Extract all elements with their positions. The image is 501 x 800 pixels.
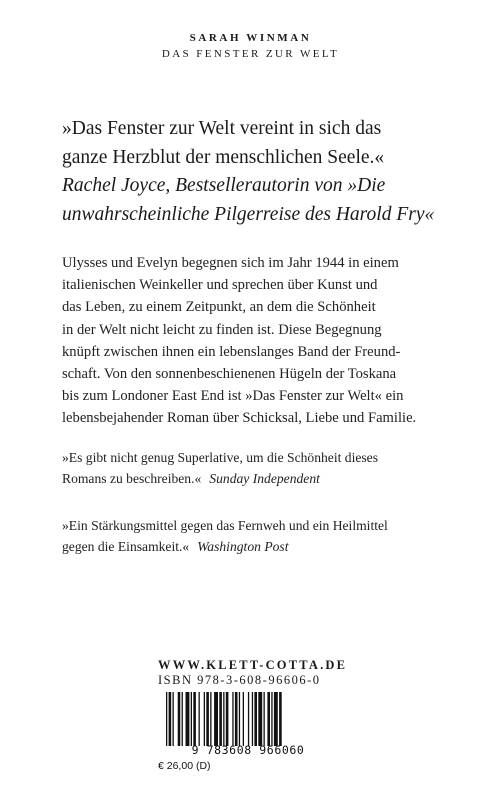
review-line: »Es gibt nicht genug Superlative, um die Schönheit dieses [62,450,379,465]
review-source: Sunday Independent [209,471,320,486]
review-line [62,468,482,489]
review-text: gegen die Einsamkeit.« [62,539,190,554]
lead-quote-source [62,171,482,229]
blurb-line: lebensbejahender Roman über Schicksal, Liebe und Familie. [62,410,417,427]
lead-quote-source-line: Rachel Joyce, Bestsellerautorin von »Die [62,175,386,196]
blurb-line: italienischen Weinkeller und sprechen über Kunst und [62,277,378,294]
review-quote [62,447,482,489]
review-line [62,536,482,557]
blurb-line: in der Welt nicht leicht zu finden ist. Diese Begegnung [62,321,382,338]
blurb-line: Ulysses und Evelyn begegnen sich im Jahr 1944 in einem [62,255,399,271]
blurb-line: bis zum Londoner East End ist »Das Fenster zur Welt« ein [62,388,404,405]
blurb-line: das Leben, zu einem Zeitpunkt, an dem die Schönheit [62,299,376,316]
lead-quote-line: »Das Fenster zur Welt vereint in sich das [62,118,382,139]
lead-quote-source-line: unwahrscheinliche Pilgerreise des Harold Fry« [62,204,435,225]
isbn-number: ISBN 978-3-608-96606-0 [158,673,321,687]
publisher-website: WWW.KLETT-COTTA.DE [158,658,348,672]
price-label: € 26,00 (D) [158,760,211,772]
author-name: SARAH WINMAN [189,32,312,44]
barcode-digits: 9 783608 966060 [191,743,305,757]
lead-quote-line: ganze Herzblut der menschlichen Seele.« [62,147,385,168]
review-quote [62,515,482,557]
blurb-line: schaft. Von den sonnenbeschienenen Hügeln der Toskana [62,366,397,383]
book-title: DAS FENSTER ZUR WELT [161,48,340,60]
blurb [62,252,472,430]
review-text: Romans zu beschreiben.« [62,471,202,486]
review-source: Washington Post [197,539,289,554]
blurb-line: knüpft zwischen ihnen ein lebenslanges Band der Freund- [62,343,401,360]
lead-quote [62,114,482,172]
review-line: »Ein Stärkungsmittel gegen das Fernweh und ein Heilmittel [62,518,388,533]
barcode-icon [158,692,338,746]
